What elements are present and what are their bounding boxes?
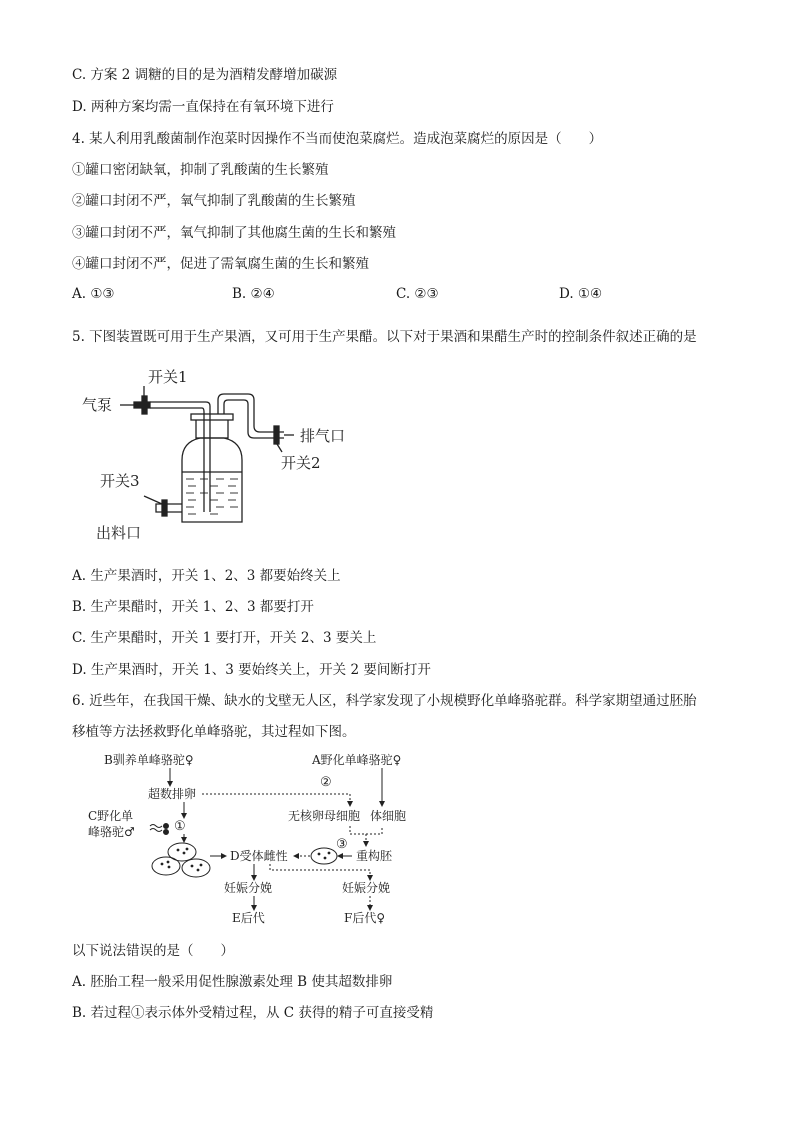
node-c-line-2: 峰骆驼♂	[88, 825, 135, 839]
q6-option-b[interactable]: B. 若过程①表示体外受精过程，从 C 获得的精子可直接受精	[72, 1005, 434, 1021]
label-outlet: 出料口	[96, 524, 142, 542]
q4-option-b[interactable]: B. ②④	[232, 286, 275, 302]
q5-option-a[interactable]: A. 生产果酒时，开关 1、2、3 都要始终关上	[72, 568, 341, 584]
node-e-offspring: E后代	[232, 911, 265, 925]
switch-3-clamp	[162, 500, 167, 516]
embryo-cluster-right	[311, 848, 337, 864]
node-a-wild-camel: A野化单峰骆驼♀	[312, 753, 402, 767]
q3-option-d: D. 两种方案均需一直保持在有氧环境下进行	[72, 99, 334, 115]
embryo-cluster-left	[152, 843, 210, 877]
node-d-recipient-female: D受体雌性	[230, 849, 288, 863]
q6-stem-line-1: 6. 近些年，在我国干燥、缺水的戈壁无人区，科学家发现了小规模野化单峰骆驼群。科学家期望通过胚胎	[72, 693, 697, 709]
node-f-offspring: F后代♀	[344, 911, 386, 925]
q5-option-b[interactable]: B. 生产果醋时，开关 1、2、3 都要打开	[72, 599, 314, 615]
q5-stem: 5. 下图装置既可用于生产果酒，又可用于生产果醋。以下对于果酒和果醋生产时的控制条件叙述正确的是	[72, 329, 697, 345]
bottle-body	[182, 438, 242, 522]
sperm-icon	[150, 825, 162, 832]
node-c-line-1: C野化单	[88, 809, 134, 823]
q4-option-a[interactable]: A. ①③	[72, 286, 115, 302]
q6-stem-line-2: 移植等方法拯救野化单峰骆驼，其过程如下图。	[72, 724, 356, 740]
q5-option-d[interactable]: D. 生产果酒时，开关 1、3 要始终关上，开关 2 要间断打开	[72, 662, 431, 678]
q4-statement-3: ③罐口封闭不严，氧气抑制了其他腐生菌的生长和繁殖	[72, 225, 396, 241]
node-pregnancy-right: 妊娠分娩	[342, 881, 391, 895]
q4-option-d[interactable]: D. ①④	[559, 286, 603, 302]
q4-statement-1: ①罐口密闭缺氧，抑制了乳酸菌的生长繁殖	[72, 162, 329, 178]
q6-prompt: 以下说法错误的是（ ）	[72, 943, 234, 959]
camel-cloning-flowchart	[84, 750, 424, 935]
node-superovulation: 超数排卵	[148, 787, 197, 801]
node-enucleated-oocyte: 无核卵母细胞	[288, 809, 361, 823]
node-reconstructed-embryo: 重构胚	[356, 849, 393, 863]
label-exhaust: 排气口	[300, 427, 346, 445]
switch-2-clamp	[274, 426, 279, 444]
q3-option-c: C. 方案 2 调糖的目的是为酒精发酵增加碳源	[72, 67, 338, 83]
bottle-neck	[196, 418, 228, 438]
q4-stem: 4. 某人利用乳酸菌制作泡菜时因操作不当而使泡菜腐烂。造成泡菜腐烂的原因是（ ）	[72, 131, 603, 147]
step-3-marker: ③	[336, 837, 348, 852]
fermentation-apparatus-figure	[78, 362, 378, 547]
node-somatic-cell: 体细胞	[370, 809, 407, 823]
label-switch-2: 开关2	[281, 454, 321, 472]
step-2-marker: ②	[320, 775, 332, 790]
q4-statement-4: ④罐口封闭不严，促进了需氧腐生菌的生长和繁殖	[72, 256, 369, 272]
label-pump: 气泵	[82, 396, 113, 414]
q4-option-c[interactable]: C. ②③	[396, 286, 439, 302]
node-b-domestic-camel: B驯养单峰骆驼♀	[104, 753, 194, 767]
q6-option-a[interactable]: A. 胚胎工程一般采用促性腺激素处理 B 使其超数排卵	[72, 974, 393, 990]
q5-option-c[interactable]: C. 生产果醋时，开关 1 要打开，开关 2、3 要关上	[72, 630, 377, 646]
stopper	[191, 414, 233, 420]
q4-options	[72, 286, 692, 304]
step-1-marker: ①	[174, 819, 186, 834]
q4-statement-2: ②罐口封闭不严，氧气抑制了乳酸菌的生长繁殖	[72, 193, 356, 209]
node-pregnancy-left: 妊娠分娩	[224, 881, 273, 895]
outlet-tube	[156, 504, 182, 512]
label-switch-1: 开关1	[148, 368, 188, 386]
switch-1-clamp	[142, 396, 147, 414]
label-switch-3: 开关3	[100, 472, 140, 490]
